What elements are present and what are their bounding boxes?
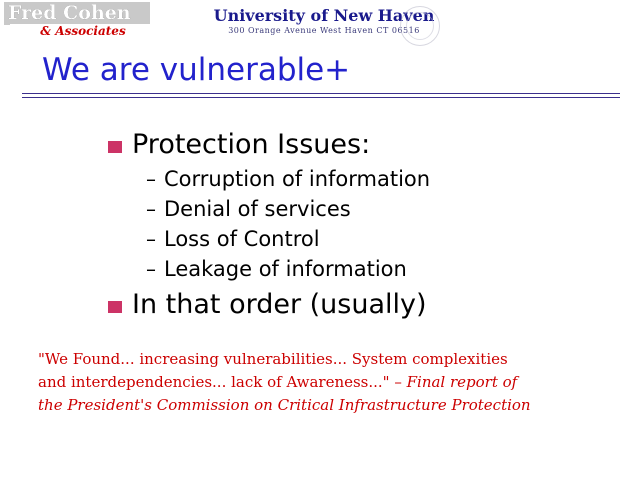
square-bullet-icon [108, 301, 122, 313]
bullet-label: Denial of services [164, 197, 351, 221]
list-item [146, 254, 628, 284]
quote-block [38, 348, 608, 417]
dash-bullet-icon: – [146, 167, 156, 191]
bullet-label: Loss of Control [164, 227, 320, 251]
list-item [108, 288, 628, 322]
bullet-list [108, 128, 628, 324]
bullet-label: Corruption of information [164, 167, 431, 191]
dash-bullet-icon: – [146, 197, 156, 221]
university-name: University of New Haven [213, 6, 435, 25]
bullet-label: In that order (usually) [132, 289, 427, 320]
bullet-label: Leakage of information [164, 257, 407, 281]
company-logo-tagline: & Associates [10, 24, 156, 39]
page-title: We are vulnerable+ [42, 52, 351, 88]
company-logo-name: Fred Cohen [4, 2, 150, 25]
dash-bullet-icon: – [146, 257, 156, 281]
quote-line-3: the President's Commission on Critical Infrastructure Protection [38, 396, 531, 414]
square-bullet-icon [108, 141, 122, 153]
dash-bullet-icon: – [146, 227, 156, 251]
quote-line-1: "We Found... increasing vulnerabilities... System complexities [38, 350, 508, 368]
list-item [146, 164, 628, 194]
quote-line-2 [38, 371, 608, 394]
company-logo-tagline-wrap [4, 24, 154, 40]
university-address: 300 Orange Avenue West Haven CT 06516 [228, 26, 420, 35]
quote-line-2-italic: Final report of [406, 373, 518, 391]
quote-line-2-plain: and interdependencies... lack of Awareness..." – [38, 373, 407, 391]
list-item [108, 128, 628, 162]
title-divider [22, 93, 620, 98]
list-item [146, 194, 628, 224]
university-seal-icon [400, 6, 440, 46]
list-item [146, 224, 628, 254]
bullet-label: Protection Issues: [132, 129, 371, 160]
